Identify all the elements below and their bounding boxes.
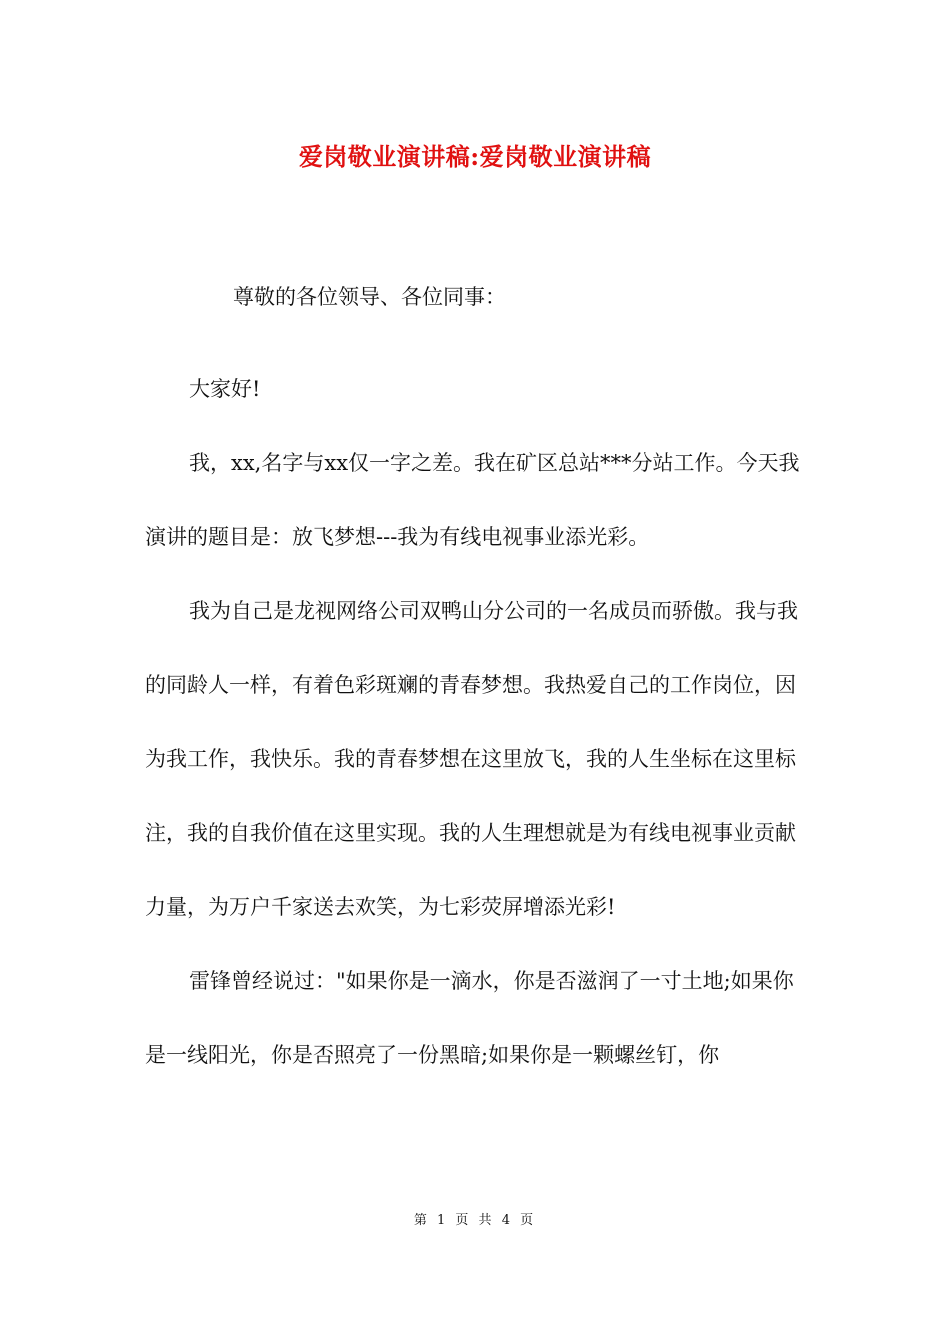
paragraph-pride: 我为自己是龙视网络公司双鸭山分公司的一名成员而骄傲。我与我的同龄人一样，有着色彩斑斓的青春梦想。我热爱自己的工作岗位，因为我工作，我快乐。我的青春梦想在这里放飞，我的人生坐标在这里标注，我的自我价值在这里实现。我的人生理想就是为有线电视事业贡献力量，为万户千家送去欢笑，为七彩荧屏增添光彩! [145,599,798,919]
paragraph-greeting: 大家好! [189,377,261,401]
salutation: 尊敬的各位领导、各位同事： [233,285,506,309]
paragraph-leifeng-quote: 雷锋曾经说过："如果你是一滴水，你是否滋润了一寸土地;如果你是一线阳光，你是否照亮了一份黑暗;如果你是一颗螺丝钉，你 [145,969,794,1067]
document-title: 爱岗敬业演讲稿:爱岗敬业演讲稿 [298,142,652,171]
page-number-footer: 第 1 页 共 4 页 [413,1213,537,1228]
document-body [145,352,805,1092]
paragraph-intro: 我，xx,名字与xx仅一字之差。我在矿区总站***分站工作。今天我演讲的题目是：放飞梦想---我为有线电视事业添光彩。 [145,451,800,549]
